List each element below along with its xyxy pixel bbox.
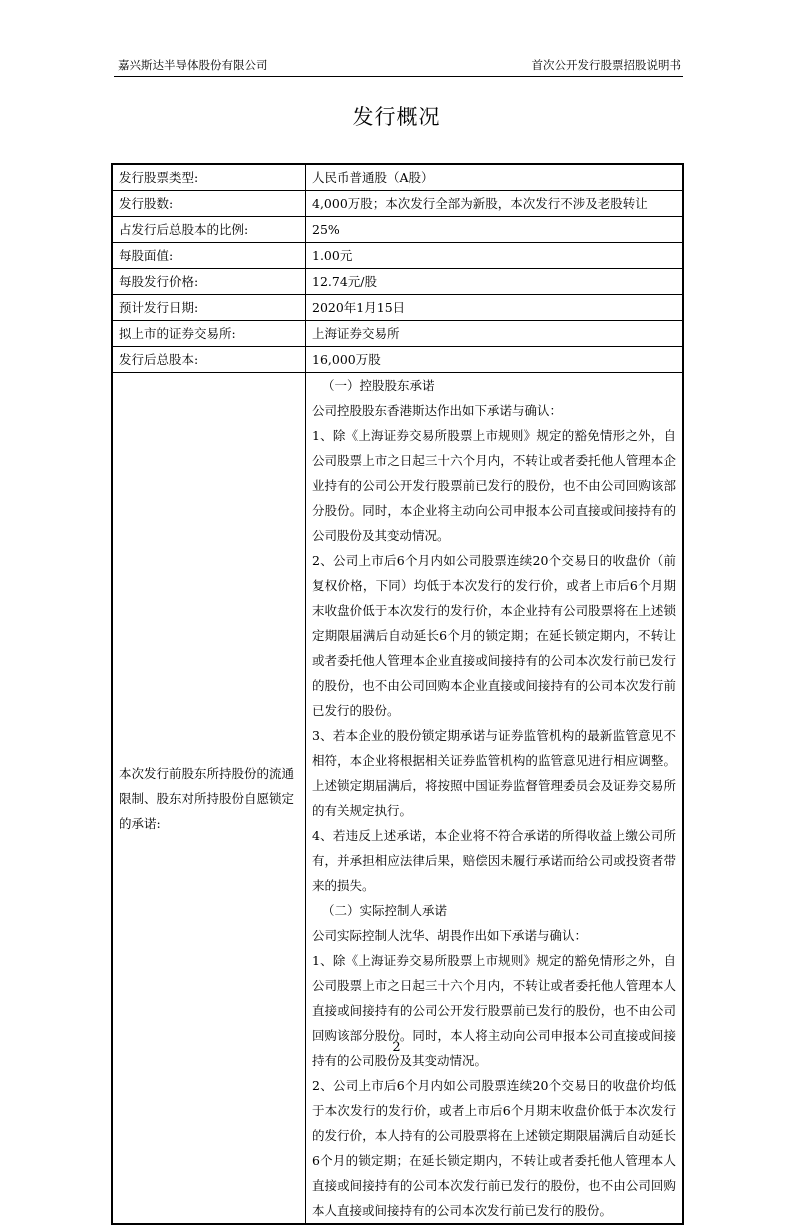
table-row — [112, 269, 683, 295]
page-number: 2 — [392, 1040, 401, 1055]
row-value: 人民币普通股（A股） — [306, 164, 684, 191]
table-row — [112, 191, 683, 217]
row-value: 4,000万股；本次发行全部为新股，本次发行不涉及老股转让 — [306, 191, 684, 217]
commitment-paragraph: 公司实际控制人沈华、胡畏作出如下承诺与确认： — [312, 928, 588, 943]
page-title: 发行概况 — [352, 105, 441, 129]
row-value: 2020年1月15日 — [306, 295, 684, 321]
commitment-paragraph: 3、若本企业的股份锁定期承诺与证券监管机构的最新监管意见不相符，本企业将根据相关证券监管机构的监管意见进行相应调整。上述锁定期届满后，将按照中国证券监督管理委员会及证券交易所的有关规定执行。 — [312, 728, 676, 818]
header-rule — [114, 76, 683, 77]
table-row — [112, 295, 683, 321]
commitment-paragraph: 1、除《上海证券交易所股票上市规则》规定的豁免情形之外，自公司股票上市之日起三十六个月内，不转让或者委托他人管理本人直接或间接持有的公司公开发行股票前已发行的股份，也不由公司回购该部分股份。同时，本人将主动向公司申报本公司直接或间接持有的公司股份及其变动情况。 — [312, 953, 676, 1068]
commitment-label: 本次发行前股东所持股份的流通限制、股东对所持股份自愿锁定的承诺: — [112, 373, 306, 1225]
header-document-title: 首次公开发行股票招股说明书 — [531, 58, 681, 72]
commitment-paragraph: （二）实际控制人承诺 — [322, 903, 448, 918]
header-company: 嘉兴斯达半导体股份有限公司 — [118, 58, 268, 72]
row-label: 占发行后总股本的比例: — [112, 217, 306, 243]
row-value: 上海证券交易所 — [306, 321, 684, 347]
row-value: 1.00元 — [306, 243, 684, 269]
table-row — [112, 217, 683, 243]
row-value: 25% — [306, 217, 684, 243]
row-label: 拟上市的证券交易所: — [112, 321, 306, 347]
commitment-text — [306, 373, 684, 1225]
table-row — [112, 243, 683, 269]
commitment-row — [112, 373, 683, 1225]
row-label: 每股发行价格: — [112, 269, 306, 295]
row-label: 发行股数: — [112, 191, 306, 217]
row-value: 12.74元/股 — [306, 269, 684, 295]
row-label: 发行股票类型: — [112, 164, 306, 191]
commitment-paragraph: 2、公司上市后6个月内如公司股票连续20个交易日的收盘价均低于本次发行的发行价，或者上市后6个月期末收盘价低于本次发行的发行价，本人持有的公司股票将在上述锁定期限届满后自动延长6个月的锁定期；在延长锁定期内，不转让或者委托他人管理本人直接或间接持有的公司本次发行前已发行的股份，也不由公司回购本人直接或间接持有的公司本次发行前已发行的股份。 — [312, 1078, 676, 1218]
commitment-paragraph: 1、除《上海证券交易所股票上市规则》规定的豁免情形之外，自公司股票上市之日起三十六个月内，不转让或者委托他人管理本企业持有的公司公开发行股票前已发行的股份，也不由公司回购该部分股份。同时，本企业将主动向公司申报本公司直接或间接持有的公司股份及其变动情况。 — [312, 428, 676, 543]
table-row — [112, 347, 683, 373]
row-label: 发行后总股本: — [112, 347, 306, 373]
issuance-summary-table — [111, 163, 684, 1225]
row-value: 16,000万股 — [306, 347, 684, 373]
commitment-paragraph: 公司控股股东香港斯达作出如下承诺与确认： — [312, 403, 563, 418]
commitment-paragraph: 4、若违反上述承诺，本企业将不符合承诺的所得收益上缴公司所有，并承担相应法律后果，赔偿因未履行承诺而给公司或投资者带来的损失。 — [312, 828, 676, 893]
row-label: 预计发行日期: — [112, 295, 306, 321]
table-row — [112, 321, 683, 347]
commitment-paragraph: 2、公司上市后6个月内如公司股票连续20个交易日的收盘价（前复权价格，下同）均低于本次发行的发行价，或者上市后6个月期末收盘价低于本次发行的发行价，本企业持有公司股票将在上述锁定期限届满后自动延长6个月的锁定期；在延长锁定期内，不转让或者委托他人管理本企业直接或间接持有的公司本次发行前已发行的股份，也不由公司回购本企业直接或间接持有的公司本次发行前已发行的股份。 — [312, 553, 676, 718]
table-row — [112, 164, 683, 191]
commitment-paragraph: （一）控股股东承诺 — [322, 378, 435, 393]
row-label: 每股面值: — [112, 243, 306, 269]
